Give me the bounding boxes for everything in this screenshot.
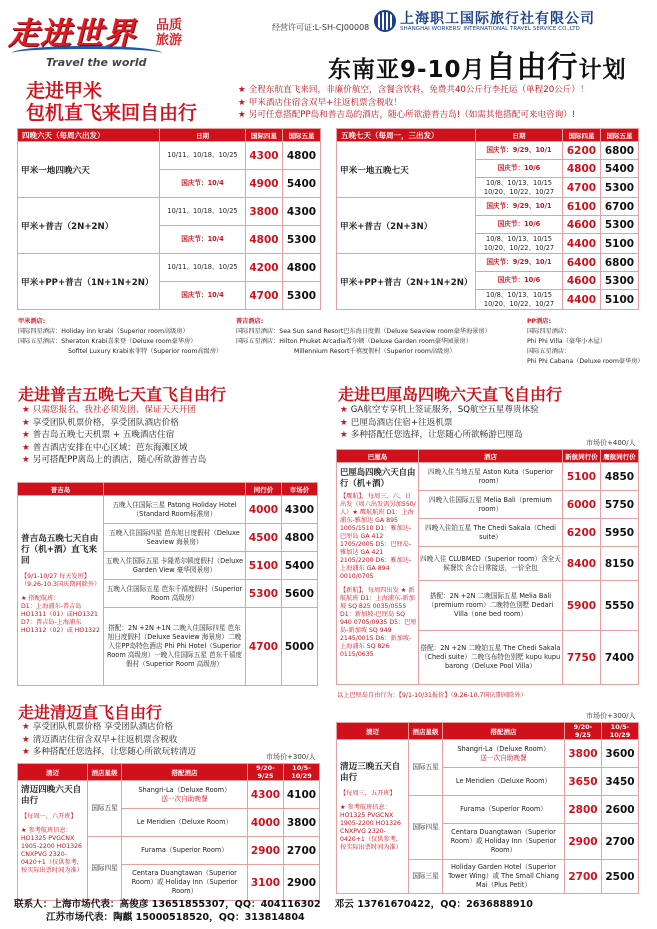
table-cell: 10/8、10/13、10/15 10/20、10/22、10/27 — [476, 178, 563, 198]
table-cell: 四晚入住当地五星 Aston Kuta（Superior room） — [419, 463, 563, 491]
table-cell: 3600 — [602, 740, 639, 768]
list-item: ★ 享受团队机票价格 享受团队酒店价格 — [22, 722, 173, 732]
table-cell: 5300 — [246, 580, 282, 608]
table-cell: 5300 — [601, 272, 639, 290]
table-cell: 4400 — [563, 234, 601, 254]
table-cell: 5300 — [283, 226, 321, 254]
table-cell: 6100 — [563, 198, 601, 216]
bali-title: 走进巴厘岛四晚六天直飞自由行 — [338, 385, 563, 404]
contact-deng: 邓云 13761670422，QQ：2636888910 — [334, 899, 533, 910]
table-header-cell: 搭配酒店 — [443, 723, 565, 740]
table-header-cell: 新航同行价 — [563, 450, 601, 463]
chiangmai-3n5d-table — [336, 722, 639, 894]
table-row — [18, 496, 318, 524]
table-row — [18, 483, 318, 496]
krabi-hotels: 甲米酒店: 国际四星酒店：Holiday inn krabi（Superior room高级房） 国际五星酒店：Sheraton Krabi喜来登（Deluxe room豪华房） Sofitel Luxury Krabi索菲特（Superior room高级房） — [18, 318, 223, 355]
agency-name-en: SHANGHAI WORKERS' INTERNATIONAL TRAVEL SERVICE CO.,LTD — [400, 26, 580, 32]
table-cell: 5550 — [601, 581, 639, 631]
list-item: ★ 甲米酒店住宿含双早+往返机票含税收！ — [238, 97, 403, 108]
table-cell: 四晚入住 CLUBMED（Superior room）含全天候餐饮 含合日常接送，一价全包 — [419, 547, 563, 581]
table-cell: 4300 — [283, 198, 321, 226]
krabi-5n7d-table — [336, 128, 639, 310]
logo-title: 走进世界 — [8, 16, 136, 52]
table-header-cell: 10/5-10/29 — [602, 723, 639, 740]
table-cell: 6400 — [563, 254, 601, 272]
table-cell: 3100 — [248, 865, 284, 901]
table-cell: 4800 — [563, 160, 601, 178]
table-cell: 国庆节：10/6 — [476, 216, 563, 234]
table-cell: 四晚入住国际五星 Melia Bali（premium room） — [419, 491, 563, 519]
bali-bullets — [340, 404, 539, 442]
table-cell: 4400 — [563, 290, 601, 310]
table-cell: 6800 — [601, 142, 639, 160]
table-cell: 5000 — [282, 608, 318, 686]
phuket-bullets — [22, 404, 206, 467]
table-cell: 3450 — [602, 768, 639, 796]
table-header-cell: 五晚七天（每周一，三出发） — [337, 129, 476, 142]
table-cell: Centara Duangtawan（Superior Room）或 Holiday Inn（Superior Room） — [443, 824, 565, 860]
table-cell: 甲米一地四晚六天 — [18, 142, 160, 198]
table-cell: 10/8、10/13、10/15 10/20、10/22、10/27 — [476, 234, 563, 254]
table-cell: 4700 — [563, 178, 601, 198]
table-cell: 8150 — [601, 547, 639, 581]
table-cell: 5400 — [282, 552, 318, 580]
chiangmai-left-market-note: 市场价+300/人 — [266, 753, 316, 761]
table-cell: 4600 — [563, 272, 601, 290]
table-cell: 5100 — [246, 552, 282, 580]
table-row — [18, 198, 321, 226]
table-cell: 国际四星 — [88, 837, 122, 901]
table-cell: 3650 — [565, 768, 602, 796]
table-cell: 国庆节：10/4 — [160, 170, 246, 198]
table-cell: 国际四星 — [409, 796, 443, 860]
chiangmai-right-market-note: 市场价+300/人 — [586, 712, 636, 720]
table-cell: 甲米+普吉（2N+2N） — [18, 198, 160, 254]
table-cell: 6000 — [563, 491, 601, 519]
table-cell: 4700 — [246, 282, 283, 310]
table-cell: 3800 — [565, 740, 602, 768]
table-row — [18, 129, 321, 142]
list-item: ★ 享受团队机票价格，享受团队酒店价格 — [22, 417, 179, 428]
table-cell: 5400 — [283, 170, 321, 198]
list-item: ★ 多种搭配任您选择，让您随心所欲畅游巴厘岛 — [340, 430, 523, 440]
list-item: ★ 只需您报名，我社必须发团、保证天天开团 — [22, 405, 197, 415]
table-header-cell: 酒店 — [419, 450, 563, 463]
table-cell: Centara Duangtawan（Superior Room）或 Holiday Inn（Superior Room） — [122, 865, 248, 901]
list-item: ★ 另可搭配PP离岛上的酒店，随心所欲游普吉岛 — [22, 455, 207, 465]
table-cell: 国庆节：10/4 — [160, 226, 246, 254]
table-cell: Le Meridien（Deluxe Room） — [122, 809, 248, 837]
table-cell: 4800 — [283, 142, 321, 170]
table-header-cell: 10/5-10/29 — [284, 764, 320, 781]
table-header-cell: 国际四星 — [563, 129, 601, 142]
bali-market-note: 市场价+400/人 — [586, 439, 636, 447]
table-header-cell: 四晚六天（每周六出发） — [18, 129, 160, 142]
phuket-product-cell: 普吉岛五晚七天自由行（机+酒）直飞来回 【9/1-10/27 每天发班】（9.26-10.3国庆期间除外） ★ 搭配航班： D1：上海浦东-普吉岛 HO1311（01）或HO1321 D7：普吉岛-上海浦东 HO1312（02）或 HO1322 — [18, 496, 104, 686]
table-cell: 5100 — [601, 290, 639, 310]
contact-footer — [14, 898, 533, 924]
list-item: ★ 另可任意搭配PP岛和普吉岛的酒店，随心所欲游普吉岛!（如需其他搭配可来电咨询）! — [238, 110, 576, 120]
table-cell: 4300 — [248, 781, 284, 809]
table-cell: 国际三星 — [409, 860, 443, 894]
table-cell: 4700 — [246, 608, 282, 686]
agency-logo — [372, 8, 654, 36]
table-cell: 国庆节：9/29、10/1 — [476, 142, 563, 160]
table-header-cell: 巴厘岛 — [337, 450, 419, 463]
table-header-cell: 清迈 — [337, 723, 409, 740]
table-cell: 5100 — [601, 234, 639, 254]
list-item: ★ GA航空专享机上签证服务，SQ航空五星尊贵体验 — [340, 405, 539, 415]
table-cell: 五晚入住国际三星 Patong Holiday Hotel（Standard Room标准房） — [104, 496, 246, 524]
table-cell: 4100 — [284, 781, 320, 809]
table-cell: 搭配：2N +2N 二晚铂五星 The Chedi Sakala（Chedi suite）二晚乌布特色别墅 kupu kupu barong（Deluxe Pool Villa） — [419, 631, 563, 685]
table-cell: 国庆节：10/6 — [476, 272, 563, 290]
table-cell: 8400 — [563, 547, 601, 581]
logo-english: Travel the world — [46, 56, 147, 69]
list-item: ★ 多种搭配任您选择，让您随心所欲玩转清迈 — [22, 747, 197, 757]
table-cell: 国庆节：9/29、10/1 — [476, 254, 563, 272]
brand-logo — [6, 4, 236, 76]
krabi-4n6d-table — [17, 128, 321, 310]
table-cell: Holiday Garden Hotel（Superior Tower Wing）或 The Small Chiang Mai（Plus Petit） — [443, 860, 565, 894]
table-cell: 国际五星 — [88, 781, 122, 837]
table-row — [337, 198, 639, 216]
table-cell: 搭配：2N +2N 二晚国际五星 Melia Bali（premium room）二晚特色别墅 Dedari Villa（one bed room） — [419, 581, 563, 631]
list-item: ★ 全程东航直飞来回，非廉价航空，含餐含饮料，免费共40公斤行李托运（单程20公斤）！ — [238, 85, 589, 95]
table-cell: 10/11、10/18、10/25 — [160, 142, 246, 170]
table-cell: 6200 — [563, 142, 601, 160]
table-cell: 3800 — [284, 809, 320, 837]
table-row — [18, 764, 320, 781]
table-cell: 5400 — [601, 160, 639, 178]
list-item: ★ 普吉岛五晚七天机票 + 五晚酒店住宿 — [22, 430, 175, 440]
table-cell: 2600 — [602, 796, 639, 824]
table-header-cell: 9/20-9/25 — [248, 764, 284, 781]
license-number: 经营许可证:L-SH-CJ00008 — [272, 23, 370, 32]
table-header-cell: 同行价 — [246, 483, 282, 496]
table-cell: 4000 — [246, 496, 282, 524]
table-header-cell — [104, 483, 246, 496]
pp-hotels: PP酒店: 国际四星酒店： Phi Phi Villa（豪华小木屋） 国际五星酒店： Phi Phi Cabana（Deluxe room豪华房） — [527, 318, 644, 365]
table-header-cell: 国际五星 — [283, 129, 321, 142]
chiangmai-title: 走进清迈直飞自由行 — [18, 703, 163, 722]
table-row — [18, 142, 321, 170]
table-cell: Le Meridien（Deluxe Room） — [443, 768, 565, 796]
table-row — [337, 740, 639, 768]
table-cell: Shangri-La（Deluxe Room） 送一次自助晚餐 — [443, 740, 565, 768]
table-header-cell: 国际五星 — [601, 129, 639, 142]
list-item: ★ 巴厘岛酒店住宿+往返机票 — [340, 417, 453, 428]
bali-product-cell: 巴厘岛四晚六天自由行（机+酒） 【鹰航】，每周三、六、日出发（周六出发需另加550/人）★ 鹰航航班 D1：上海浦东-雅加达 GA 895 1005/1510 D1：雅加达-巴厘岛 GA 412 1705/2005 D5：巴厘岛-雅加达 GA 421 2105/2200 D6：雅加达-上海浦东 GA 894 0010/0705 【新航】，每周四出发 ★ 新航航班 D1：上海浦东-新加坡 SQ 825 0035/0555 D1：新加坡-巴厘岛 SQ 940 0705/0935 D5：巴厘岛-新加坡 SQ 949 2145/0015 D6：新加坡-上海浦东 SQ 826 0115/0635 — [337, 463, 419, 685]
table-cell: 2900 — [565, 824, 602, 860]
table-cell: 五晚入住国际五星 芭东千禧度假村（Superior Room 高级房） — [104, 580, 246, 608]
table-cell: 5300 — [283, 282, 321, 310]
table-cell: 10/8、10/13、10/15 10/20、10/22、10/27 — [476, 290, 563, 310]
table-header-cell: 9/20-9/25 — [565, 723, 602, 740]
table-header-cell: 日期 — [476, 129, 563, 142]
table-row — [18, 781, 320, 809]
agency-emblem-icon — [374, 10, 396, 32]
table-cell: 2800 — [565, 796, 602, 824]
list-item: ★ 普吉酒店安排在中心区域：芭东海滩区域 — [22, 442, 188, 453]
table-row — [337, 463, 639, 491]
table-header-cell: 清迈 — [18, 764, 88, 781]
table-cell: 4300 — [282, 496, 318, 524]
table-cell: 2900 — [248, 837, 284, 865]
page-title: 东南亚9-10月自由行计划 — [328, 50, 627, 85]
table-cell: 4500 — [246, 524, 282, 552]
bali-table — [336, 449, 639, 685]
table-cell: 2700 — [602, 824, 639, 860]
table-header-cell: 酒店星级 — [409, 723, 443, 740]
table-cell: 6200 — [563, 519, 601, 547]
table-cell: 国庆节：10/6 — [476, 160, 563, 178]
table-cell: Furama（Superior Room） — [443, 796, 565, 824]
krabi-title: 走进甲米 包机直飞来回自由行 — [26, 80, 198, 124]
table-cell: 四晚入住铂五星 The Chedi Sakala（Chedi suite） — [419, 519, 563, 547]
table-cell: 7400 — [601, 631, 639, 685]
table-cell: 5100 — [563, 463, 601, 491]
table-cell: 4800 — [282, 524, 318, 552]
table-cell: 4800 — [246, 226, 283, 254]
table-cell: Furama（Superior Room） — [122, 837, 248, 865]
table-cell: 搭配：2N +2N +1N 二晚入住国际四星 芭东旭日度假村（Deluxe Seaview 海景房）二晚入住PP岛特色酒店 Phi Phi Hotel（Superior Room 高级房）一晚入住国际五星 芭东千禧度假村（Superior Room 高级房） — [104, 608, 246, 686]
table-row — [337, 142, 639, 160]
table-cell: 国庆节：10/4 — [160, 282, 246, 310]
table-row — [18, 254, 321, 282]
table-cell: 2900 — [284, 865, 320, 901]
table-cell: 2700 — [284, 837, 320, 865]
table-header-cell: 酒店星级 — [88, 764, 122, 781]
krabi-bullets — [238, 84, 589, 122]
table-cell: 5600 — [282, 580, 318, 608]
table-cell: 5900 — [563, 581, 601, 631]
table-cell: 6700 — [601, 198, 639, 216]
table-cell: 五晚入住国际五星 卡隆希尔顿度假村（Deluxe Garden View 豪华园景房） — [104, 552, 246, 580]
table-cell: 国际五星 — [409, 740, 443, 796]
table-row — [337, 450, 639, 463]
table-cell: 4200 — [246, 254, 283, 282]
table-header-cell: 日期 — [160, 129, 246, 142]
table-row — [337, 723, 639, 740]
table-row — [337, 254, 639, 272]
list-item: ★ 清迈酒店住宿含双早+往返机票含税收 — [22, 734, 178, 745]
agency-name: 上海职工国际旅行社有限公司 — [400, 11, 595, 27]
table-cell: 10/11、10/18、10/25 — [160, 198, 246, 226]
table-cell: 3800 — [246, 198, 283, 226]
table-cell: 甲米+PP+普吉（2N+1N+2N） — [337, 254, 476, 310]
contact-jiangsu: 江苏市场代表：陶麒 15000518520，QQ：313814804 — [46, 912, 305, 923]
table-cell: 10/11、10/18、10/25 — [160, 254, 246, 282]
table-cell: 5300 — [601, 178, 639, 198]
table-cell: 5300 — [601, 216, 639, 234]
table-header-cell: 普吉岛 — [18, 483, 104, 496]
contact-shanghai: 联系人：上海市场代表：高俊彦 13651855307，QQ：404116302 — [14, 899, 321, 910]
logo-tagline: 品质 旅游 — [156, 18, 183, 48]
table-cell: 4850 — [601, 463, 639, 491]
table-cell: 4000 — [248, 809, 284, 837]
chiangmai-left-product: 清迈四晚六天自由行 【每周一，六开班】 ★ 参考航班信息：HO1325 PVGCNX 1905-2200 HO1326 CNXPVG 2320-0420+1（仅供参考，按实际出票时间为准） — [18, 781, 88, 901]
chiangmai-4n6d-table — [17, 763, 320, 901]
table-cell: 5750 — [601, 491, 639, 519]
table-header-cell: 鹰航同行价 — [601, 450, 639, 463]
table-cell: 甲米一地五晚七天 — [337, 142, 476, 198]
table-cell: 4900 — [246, 170, 283, 198]
bali-footnote: 以上巴厘岛自由行为：【9/1-10/31报价】（9.26-10.7国庆期间除外） — [337, 692, 527, 699]
table-cell: 4600 — [563, 216, 601, 234]
phuket-table — [17, 482, 318, 686]
table-cell: 2500 — [602, 860, 639, 894]
table-cell: 5950 — [601, 519, 639, 547]
table-cell: 甲米+普吉（2N+3N） — [337, 198, 476, 254]
table-header-cell: 搭配酒店 — [122, 764, 248, 781]
phuket-hotels: 普吉酒店: 国际四星酒店：Sea Sun sand Resort巴东海日度假（Deluxe Seaview room豪华海景房） 国际五星酒店：Hilton Phuket Arcadia希尔顿（Deluxe Garden room豪华园景房） Millennium Resort千禧度假村（Superior room高级房） — [236, 318, 491, 355]
chiangmai-right-product: 清迈三晚五天自由行 【每周三，五开班】 ★ 参考航班信息：HO1325 PVGCNX 1905-2200 HO1326 CNXPVG 2320-0420+1（仅供参考，按实际出票时间为准） — [337, 740, 409, 894]
table-cell: 国庆节：9/29、10/1 — [476, 198, 563, 216]
table-cell: 6800 — [601, 254, 639, 272]
table-cell: 7750 — [563, 631, 601, 685]
phuket-title: 走进普吉五晚七天直飞自由行 — [18, 385, 227, 404]
table-cell: Shangri-La（Deluxe Room） 送一次自助晚餐 — [122, 781, 248, 809]
table-cell: 4300 — [246, 142, 283, 170]
table-header-cell: 市场价 — [282, 483, 318, 496]
table-cell: 4800 — [283, 254, 321, 282]
table-cell: 2700 — [565, 860, 602, 894]
table-cell: 甲米+PP+普吉（1N+1N+2N） — [18, 254, 160, 310]
chiangmai-bullets — [22, 721, 196, 759]
table-header-cell: 国际四星 — [246, 129, 283, 142]
table-row — [337, 129, 639, 142]
table-cell: 五晚入住国际四星 芭东旭日度假村（Deluxe Seaview 海景房） — [104, 524, 246, 552]
